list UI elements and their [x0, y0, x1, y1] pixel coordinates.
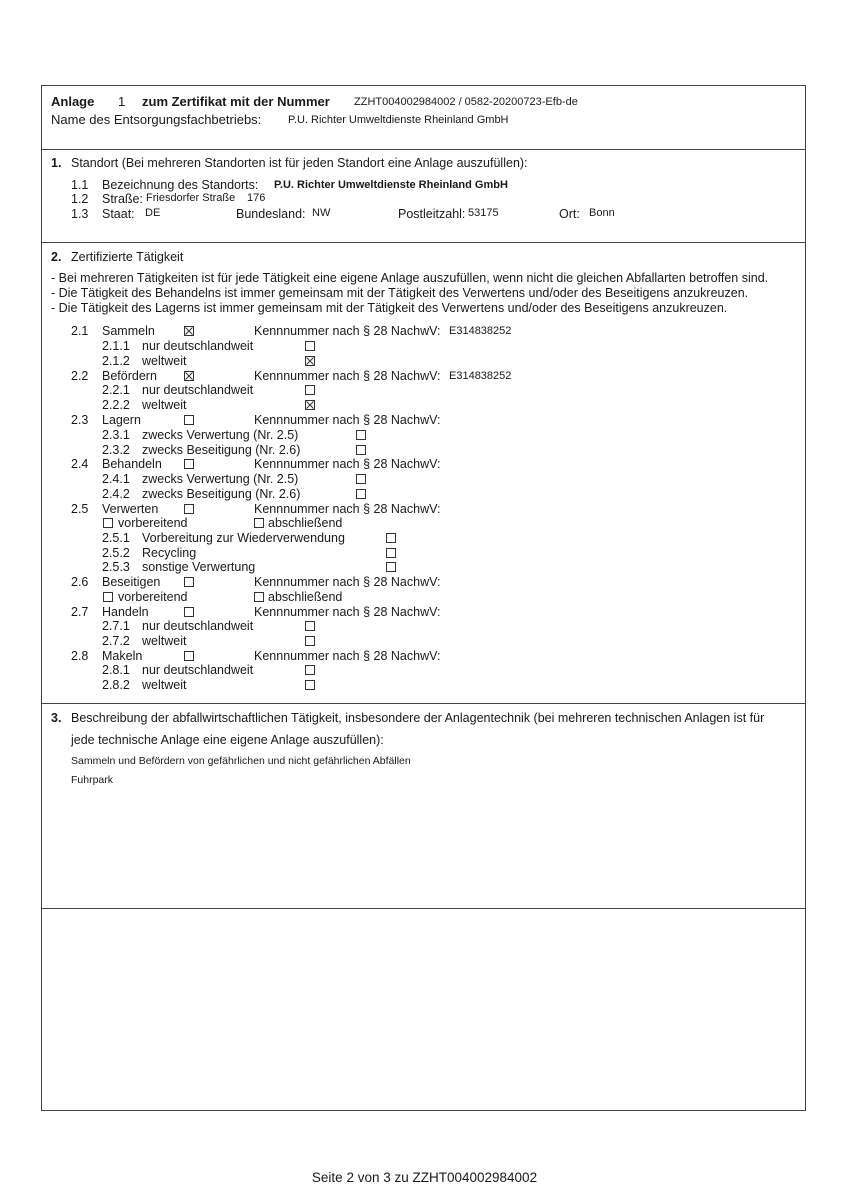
t251-num: 2.5.1: [102, 531, 130, 545]
t22-checkbox[interactable]: [184, 371, 194, 381]
bezeichnung-num: 1.1: [71, 178, 89, 192]
t25-vorbereitend-checkbox[interactable]: [103, 518, 113, 528]
t26-kenn-label: Kennnummer nach § 28 NachwV:: [254, 575, 441, 589]
section3-desc-line2: Fuhrpark: [71, 774, 114, 786]
t251-checkbox[interactable]: [386, 533, 396, 543]
t252-label: Recycling: [142, 546, 197, 560]
divider-section2: [41, 703, 806, 704]
hausnummer: 176: [247, 192, 266, 204]
page-footer: Seite 2 von 3 zu ZZHT004002984002: [311, 1170, 538, 1185]
note-3: - Die Tätigkeit des Lagerns ist immer gemeinsam mit der Tätigkeit des Verwertens und/oder des Beseitigens anzukreuzen.: [51, 301, 728, 315]
t271-checkbox[interactable]: [305, 621, 315, 631]
t21-num: 2.1: [71, 324, 89, 338]
t26-abschliessend-checkbox[interactable]: [254, 592, 264, 602]
t24-label: Behandeln: [102, 457, 162, 471]
t211-checkbox[interactable]: [305, 341, 315, 351]
t282-label: weltweit: [142, 678, 187, 692]
t24-kenn-label: Kennnummer nach § 28 NachwV:: [254, 457, 441, 471]
anlage-label: Anlage: [51, 94, 95, 109]
ort-value: Bonn: [589, 207, 615, 219]
t24-checkbox[interactable]: [184, 459, 194, 469]
t252-num: 2.5.2: [102, 546, 130, 560]
t212-checkbox[interactable]: [305, 356, 315, 366]
t22-num: 2.2: [71, 369, 89, 383]
bezeichnung-label: Bezeichnung des Standorts:: [102, 178, 259, 192]
t23-num: 2.3: [71, 413, 89, 427]
t221-num: 2.2.1: [102, 383, 130, 397]
plz-label: Postleitzahl:: [398, 207, 466, 221]
t24-num: 2.4: [71, 457, 89, 471]
t21-kenn-value: E314838252: [449, 325, 512, 337]
t23-checkbox[interactable]: [184, 415, 194, 425]
t28-checkbox[interactable]: [184, 651, 194, 661]
t27-label: Handeln: [102, 605, 149, 619]
bundesland-value: NW: [312, 207, 331, 219]
section1-num: 1.: [51, 156, 62, 170]
t23-kenn-label: Kennnummer nach § 28 NachwV:: [254, 413, 441, 427]
t281-checkbox[interactable]: [305, 665, 315, 675]
ort-label: Ort:: [559, 207, 580, 221]
t22-label: Befördern: [102, 369, 157, 383]
t211-label: nur deutschlandweit: [142, 339, 254, 353]
t241-checkbox[interactable]: [356, 474, 366, 484]
t25-kenn-label: Kennnummer nach § 28 NachwV:: [254, 502, 441, 516]
t22-kenn-value: E314838252: [449, 370, 512, 382]
section3-title-line2: jede technische Anlage eine eigene Anlage auszufüllen):: [71, 733, 384, 747]
section2-num: 2.: [51, 250, 62, 264]
t231-checkbox[interactable]: [356, 430, 366, 440]
t26-checkbox[interactable]: [184, 577, 194, 587]
t221-label: nur deutschlandweit: [142, 383, 254, 397]
plz-value: 53175: [468, 207, 499, 219]
t221-checkbox[interactable]: [305, 385, 315, 395]
t271-label: nur deutschlandweit: [142, 619, 254, 633]
t23-label: Lagern: [102, 413, 141, 427]
t25-abschliessend-label: abschließend: [268, 516, 343, 530]
t211-num: 2.1.1: [102, 339, 130, 353]
t271-num: 2.7.1: [102, 619, 130, 633]
t26-num: 2.6: [71, 575, 89, 589]
t272-num: 2.7.2: [102, 634, 130, 648]
t222-label: weltweit: [142, 398, 187, 412]
strasse-label: Straße:: [102, 192, 143, 206]
t27-num: 2.7: [71, 605, 89, 619]
t253-label: sonstige Verwertung: [142, 560, 256, 574]
divider-section3: [41, 908, 806, 909]
staat-num: 1.3: [71, 207, 89, 221]
t252-checkbox[interactable]: [386, 548, 396, 558]
t253-checkbox[interactable]: [386, 562, 396, 572]
t21-label: Sammeln: [102, 324, 155, 338]
t232-num: 2.3.2: [102, 443, 130, 457]
section1-title: Standort (Bei mehreren Standorten ist für jeden Standort eine Anlage auszufüllen):: [71, 156, 528, 170]
t26-vorbereitend-label: vorbereitend: [118, 590, 188, 604]
strasse-num: 1.2: [71, 192, 89, 206]
t26-abschliessend-label: abschließend: [268, 590, 343, 604]
bezeichnung-value: P.U. Richter Umweltdienste Rheinland GmbH: [274, 179, 508, 191]
t251-label: Vorbereitung zur Wiederverwendung: [142, 531, 345, 545]
note-1: - Bei mehreren Tätigkeiten ist für jede Tätigkeit eine eigene Anlage auszufüllen, wenn nicht die gleichen Abfallarten betroffen sind.: [51, 271, 769, 285]
staat-value: DE: [145, 207, 161, 219]
t22-kenn-label: Kennnummer nach § 28 NachwV:: [254, 369, 441, 383]
t241-num: 2.4.1: [102, 472, 130, 486]
t25-abschliessend-checkbox[interactable]: [254, 518, 264, 528]
t242-num: 2.4.2: [102, 487, 130, 501]
betrieb-label: Name des Entsorgungsfachbetriebs:: [51, 112, 262, 127]
t27-kenn-label: Kennnummer nach § 28 NachwV:: [254, 605, 441, 619]
t232-label: zwecks Beseitigung (Nr. 2.6): [142, 443, 301, 457]
t28-num: 2.8: [71, 649, 89, 663]
betrieb-name: P.U. Richter Umweltdienste Rheinland GmbH: [288, 114, 509, 126]
staat-label: Staat:: [102, 207, 135, 221]
t26-vorbereitend-checkbox[interactable]: [103, 592, 113, 602]
t212-label: weltweit: [142, 354, 187, 368]
section2-title: Zertifizierte Tätigkeit: [71, 250, 184, 264]
divider-section1: [41, 242, 806, 243]
t272-label: weltweit: [142, 634, 187, 648]
t282-num: 2.8.2: [102, 678, 130, 692]
t242-checkbox[interactable]: [356, 489, 366, 499]
t282-checkbox[interactable]: [305, 680, 315, 690]
t27-checkbox[interactable]: [184, 607, 194, 617]
anlage-number: 1: [118, 94, 126, 109]
t25-label: Verwerten: [102, 502, 159, 516]
t231-label: zwecks Verwertung (Nr. 2.5): [142, 428, 299, 442]
t25-checkbox[interactable]: [184, 504, 194, 514]
t212-num: 2.1.2: [102, 354, 130, 368]
section3-title-line1: Beschreibung der abfallwirtschaftlichen Tätigkeit, insbesondere der Anlagentechnik (bei mehreren technischen Anlagen ist für: [71, 711, 765, 725]
t232-checkbox[interactable]: [356, 445, 366, 455]
zertifikat-number: ZZHT004002984002 / 0582-20200723-Efb-de: [354, 96, 578, 108]
t25-num: 2.5: [71, 502, 89, 516]
t222-num: 2.2.2: [102, 398, 130, 412]
bundesland-label: Bundesland:: [236, 207, 306, 221]
strasse-value: Friesdorfer Straße: [146, 192, 236, 204]
t25-vorbereitend-label: vorbereitend: [118, 516, 188, 530]
t26-label: Beseitigen: [102, 575, 161, 589]
t21-kenn-label: Kennnummer nach § 28 NachwV:: [254, 324, 441, 338]
section3-desc-line1: Sammeln und Befördern von gefährlichen und nicht gefährlichen Abfällen: [71, 755, 411, 767]
t281-label: nur deutschlandweit: [142, 663, 254, 677]
t253-num: 2.5.3: [102, 560, 130, 574]
t28-label: Makeln: [102, 649, 143, 663]
t241-label: zwecks Verwertung (Nr. 2.5): [142, 472, 299, 486]
t222-checkbox[interactable]: [305, 400, 315, 410]
t242-label: zwecks Beseitigung (Nr. 2.6): [142, 487, 301, 501]
t231-num: 2.3.1: [102, 428, 130, 442]
divider-header: [41, 149, 806, 150]
t281-num: 2.8.1: [102, 663, 130, 677]
zertifikat-label: zum Zertifikat mit der Nummer: [142, 94, 330, 109]
note-2: - Die Tätigkeit des Behandelns ist immer gemeinsam mit der Tätigkeit des Verwertens und/oder des Beseitigens anzukreuzen.: [51, 286, 749, 300]
t21-checkbox[interactable]: [184, 326, 194, 336]
t272-checkbox[interactable]: [305, 636, 315, 646]
t28-kenn-label: Kennnummer nach § 28 NachwV:: [254, 649, 441, 663]
section3-num: 3.: [51, 711, 62, 725]
